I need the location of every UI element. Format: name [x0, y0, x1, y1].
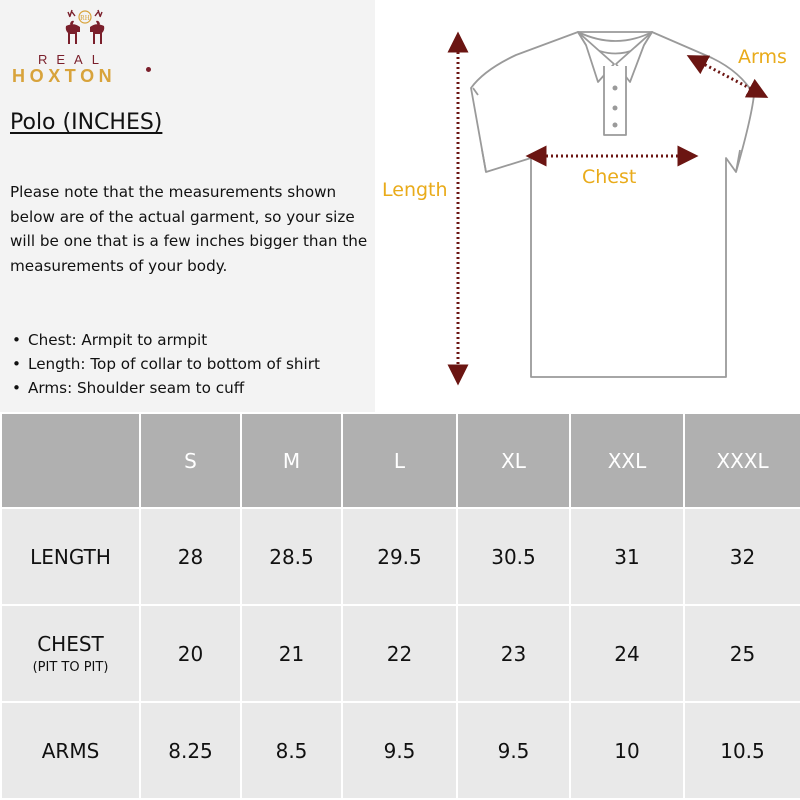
info-panel [0, 0, 375, 412]
page-title: Polo (INCHES) [10, 110, 163, 135]
table-cell: 20 [140, 605, 241, 702]
brand-name-line1: REAL [38, 52, 108, 67]
definition-list [10, 328, 375, 400]
size-header: XL [457, 413, 570, 508]
arms-label: Arms [738, 46, 787, 68]
table-cell: 32 [684, 508, 800, 605]
size-header: L [342, 413, 457, 508]
row-label [1, 702, 140, 799]
row-label [1, 605, 140, 702]
size-header: XXXL [684, 413, 800, 508]
size-header: S [140, 413, 241, 508]
table-cell: 9.5 [342, 702, 457, 799]
table-cell: 28 [140, 508, 241, 605]
definition-chest: • Chest: Armpit to armpit [10, 328, 375, 352]
row-label-text: LENGTH [30, 544, 111, 569]
chest-label: Chest [582, 166, 637, 188]
table-row-arms [1, 702, 800, 799]
length-label: Length [382, 179, 448, 201]
polo-shirt-icon [471, 32, 754, 377]
row-label-text: ARMS [41, 738, 100, 763]
table-cell: 28.5 [241, 508, 342, 605]
table-cell: 31 [570, 508, 684, 605]
row-sublabel-text: (PIT TO PIT) [32, 660, 109, 675]
size-header: M [241, 413, 342, 508]
table-cell: 30.5 [457, 508, 570, 605]
table-cell: 29.5 [342, 508, 457, 605]
brand-logo [8, 6, 158, 86]
row-label [1, 508, 140, 605]
brand-dot [146, 67, 151, 72]
measurement-note: Please note that the measurements shown below are of the actual garment, so your size will be one that is a few inches bigger than the measurements of your body. [10, 183, 368, 275]
table-row-chest [1, 605, 800, 702]
table-cell: 25 [684, 605, 800, 702]
polo-diagram [376, 0, 800, 412]
table-cell: 23 [457, 605, 570, 702]
table-cell: 9.5 [457, 702, 570, 799]
table-cell: 21 [241, 605, 342, 702]
definition-arms: • Arms: Shoulder seam to cuff [10, 376, 375, 400]
table-cell: 10 [570, 702, 684, 799]
table-cell: 8.5 [241, 702, 342, 799]
monogram-text: RH [80, 14, 90, 22]
size-header: XXL [570, 413, 684, 508]
size-header-row [1, 413, 800, 508]
table-row-length [1, 508, 800, 605]
table-cell: 24 [570, 605, 684, 702]
table-cell: 8.25 [140, 702, 241, 799]
table-cell: 10.5 [684, 702, 800, 799]
row-label-text: CHEST [37, 632, 104, 656]
brand-name-line2: HOXTON [12, 66, 117, 86]
table-cell: 22 [342, 605, 457, 702]
corner-cell [1, 413, 140, 508]
definition-length: • Length: Top of collar to bottom of shirt [10, 352, 375, 376]
deer-emblem-icon [60, 8, 110, 50]
size-chart-table [0, 412, 800, 800]
polo-shirt-illustration [376, 0, 800, 412]
